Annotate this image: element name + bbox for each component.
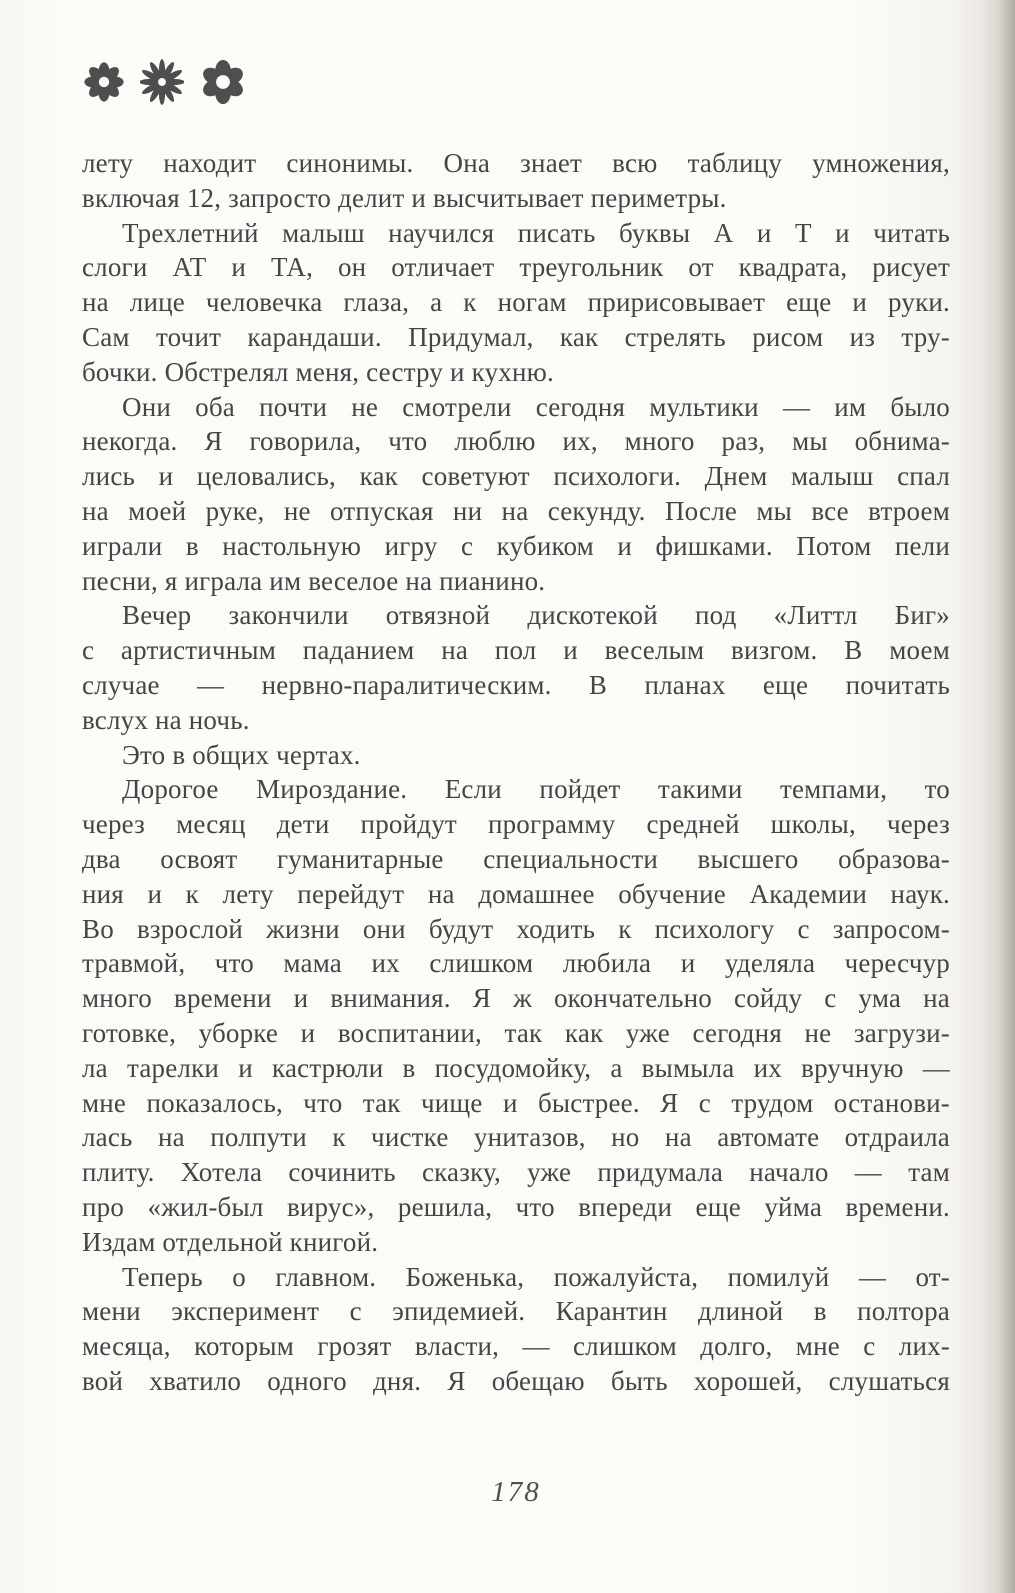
- text-line: два освоят гуманитарные специальности высшего образова-: [82, 843, 950, 874]
- text-line: много времени и внимания. Я ж окончательно сойду с ума на: [82, 983, 950, 1014]
- text-line: на лице человечка глаза, а к ногам пририсовывает еще и руки.: [82, 287, 950, 318]
- text-line: Они оба почти не смотрели сегодня мультики — им было: [122, 391, 950, 422]
- text-line: мне показалось, что так чище и быстрее. Я с трудом останови-: [82, 1087, 950, 1118]
- text-line: готовке, уборке и воспитании, так как уже сегодня не загрузи-: [82, 1017, 950, 1048]
- text-line: включая 12, запросто делит и высчитывает периметры.: [82, 182, 727, 213]
- text-line: Сам точит карандаши. Придумал, как стрелять рисом из тру-: [82, 321, 950, 352]
- text-line: Это в общих чертах.: [122, 739, 361, 770]
- paragraph: [82, 216, 950, 390]
- paragraph: [82, 1260, 950, 1399]
- ornament-row: [84, 54, 246, 110]
- text-line: некогда. Я говорила, что люблю их, много раз, мы обнима-: [82, 426, 950, 457]
- text-line: ния и к лету перейдут на домашнее обучение Академии наук.: [82, 878, 950, 909]
- text-line: бочки. Обстрелял меня, сестру и кухню.: [82, 356, 554, 387]
- text-line: ла тарелки и кастрюли в посудомойку, а вымыла их вручную —: [82, 1052, 950, 1083]
- text-line: на моей руке, не отпуская ни на секунду. После мы все втроем: [82, 495, 950, 526]
- text-line: Во взрослой жизни они будут ходить к психологу с запросом-: [82, 913, 950, 944]
- text-line: Трехлетний малыш научился писать буквы А и Т и читать: [122, 217, 950, 248]
- text-line: месяца, которым грозят власти, — слишком долго, мне с лих-: [82, 1331, 950, 1362]
- flower-8-petal-icon: [84, 61, 124, 103]
- paragraph: [82, 772, 950, 1259]
- text-line: про «жил-был вирус», решила, что впереди еще уйма времени.: [82, 1191, 950, 1222]
- text-line: слоги АТ и ТА, он отличает треугольник от квадрата, рисует: [82, 252, 950, 283]
- text-line: плиту. Хотела сочинить сказку, уже придумала начало — там: [82, 1157, 950, 1188]
- body-text: [82, 146, 950, 1399]
- text-line: играли в настольную игру с кубиком и фишками. Потом пели: [82, 530, 950, 561]
- flower-12-petal-icon: [140, 59, 184, 105]
- paragraph: [82, 738, 950, 773]
- text-line: с артистичным паданием на пол и веселым визгом. В моем: [82, 635, 950, 666]
- text-line: вслух на ночь.: [82, 704, 250, 735]
- text-line: Вечер закончили отвязной дискотекой под «Литтл Биг»: [122, 600, 950, 631]
- page-edge-shadow: [981, 0, 1015, 1593]
- paragraph: [82, 146, 950, 216]
- text-line: лась на полпути к чистке унитазов, но на автомате отдраила: [82, 1122, 950, 1153]
- text-line: Теперь о главном. Боженька, пожалуйста, помилуй — от-: [122, 1261, 950, 1292]
- text-line: вой хватило одного дня. Я обещаю быть хорошей, слушаться: [82, 1365, 950, 1396]
- text-line: Дорогое Мироздание. Если пойдет такими темпами, то: [122, 774, 950, 805]
- text-line: травмой, что мама их слишком любила и уделяла чересчур: [82, 948, 950, 979]
- text-line: лету находит синонимы. Она знает всю таблицу умножения,: [82, 148, 950, 178]
- paragraph: [82, 598, 950, 737]
- text-line: Издам отдельной книгой.: [82, 1226, 379, 1257]
- flower-6-petal-icon: [200, 59, 246, 105]
- text-line: песни, я играла им веселое на пианино.: [82, 565, 546, 596]
- paragraph: [82, 390, 950, 599]
- text-line: мени эксперимент с эпидемией. Карантин длиной в полтора: [82, 1296, 950, 1327]
- text-line: лись и целовались, как советуют психологи. Днем малыш спал: [82, 461, 950, 492]
- page-number: 178: [491, 1476, 541, 1508]
- text-line: через месяц дети пройдут программу средней школы, через: [82, 809, 950, 840]
- text-line: случае — нервно-паралитическим. В планах еще почитать: [82, 669, 950, 700]
